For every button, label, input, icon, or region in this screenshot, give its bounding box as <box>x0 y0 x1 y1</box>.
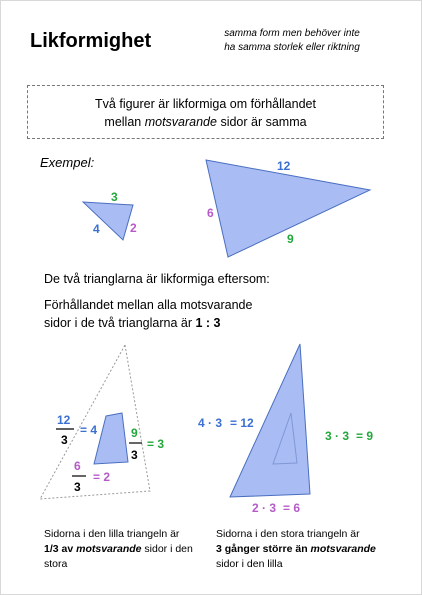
subtitle-note: samma form men behöver inte ha samma storlek eller riktning <box>224 28 360 53</box>
small-triangle-top-label: 3 <box>111 190 118 204</box>
small-triangle-right-label: 2 <box>130 221 137 235</box>
right-eq2-lhs: 3 · 3 <box>325 429 350 443</box>
left-eq2-denominator: 3 <box>131 448 138 462</box>
right-eq1-rhs: = 12 <box>230 416 254 430</box>
large-triangle-bottom-label: 9 <box>287 232 294 246</box>
right-eq1-lhs: 4 · 3 <box>198 416 223 430</box>
large-triangle-top-label: 12 <box>277 159 291 173</box>
right-eq3-lhs: 2 · 3 <box>252 501 277 515</box>
left-eq3-numerator: 6 <box>74 459 81 473</box>
left-eq3-result: = 2 <box>93 470 111 484</box>
small-triangle <box>83 202 133 240</box>
caption-large-triangle: Sidorna i den stora triangeln är 3 gånger större än motsvarande sidor i den lilla <box>216 528 376 570</box>
large-triangle-left-label: 6 <box>207 206 214 220</box>
left-eq1-numerator: 12 <box>57 413 71 427</box>
left-eq1-denominator: 3 <box>61 433 68 447</box>
left-eq1-result: = 4 <box>80 423 98 437</box>
example-label: Exempel: <box>40 155 95 170</box>
similarity-statement: De två trianglarna är likformiga eftersom: <box>44 272 270 286</box>
definition-line-2: mellan motsvarande sidor är samma <box>104 115 307 129</box>
small-triangle-inset <box>94 413 128 464</box>
caption-small-triangle: Sidorna i den lilla triangeln är 1/3 av motsvarande sidor i den stora <box>44 528 193 570</box>
left-eq3-denominator: 3 <box>74 480 81 494</box>
ratio-statement-line-2: sidor i de två trianglarna är 1 : 3 <box>44 316 221 330</box>
small-triangle-left-label: 4 <box>93 222 100 236</box>
definition-emphasis: motsvarande <box>144 115 217 129</box>
left-eq2-numerator: 9 <box>131 426 138 440</box>
right-eq3-rhs: = 6 <box>283 501 301 515</box>
ratio-statement-line-1: Förhållandet mellan alla motsvarande <box>44 298 253 312</box>
left-eq2-result: = 3 <box>147 437 165 451</box>
definition-line-1: Två figurer är likformiga om förhållandet <box>95 97 316 111</box>
ratio-value: 1 : 3 <box>195 316 221 330</box>
right-eq2-rhs: = 9 <box>356 429 374 443</box>
ratio-statement <box>44 296 252 332</box>
page-title: Likformighet <box>30 30 152 52</box>
